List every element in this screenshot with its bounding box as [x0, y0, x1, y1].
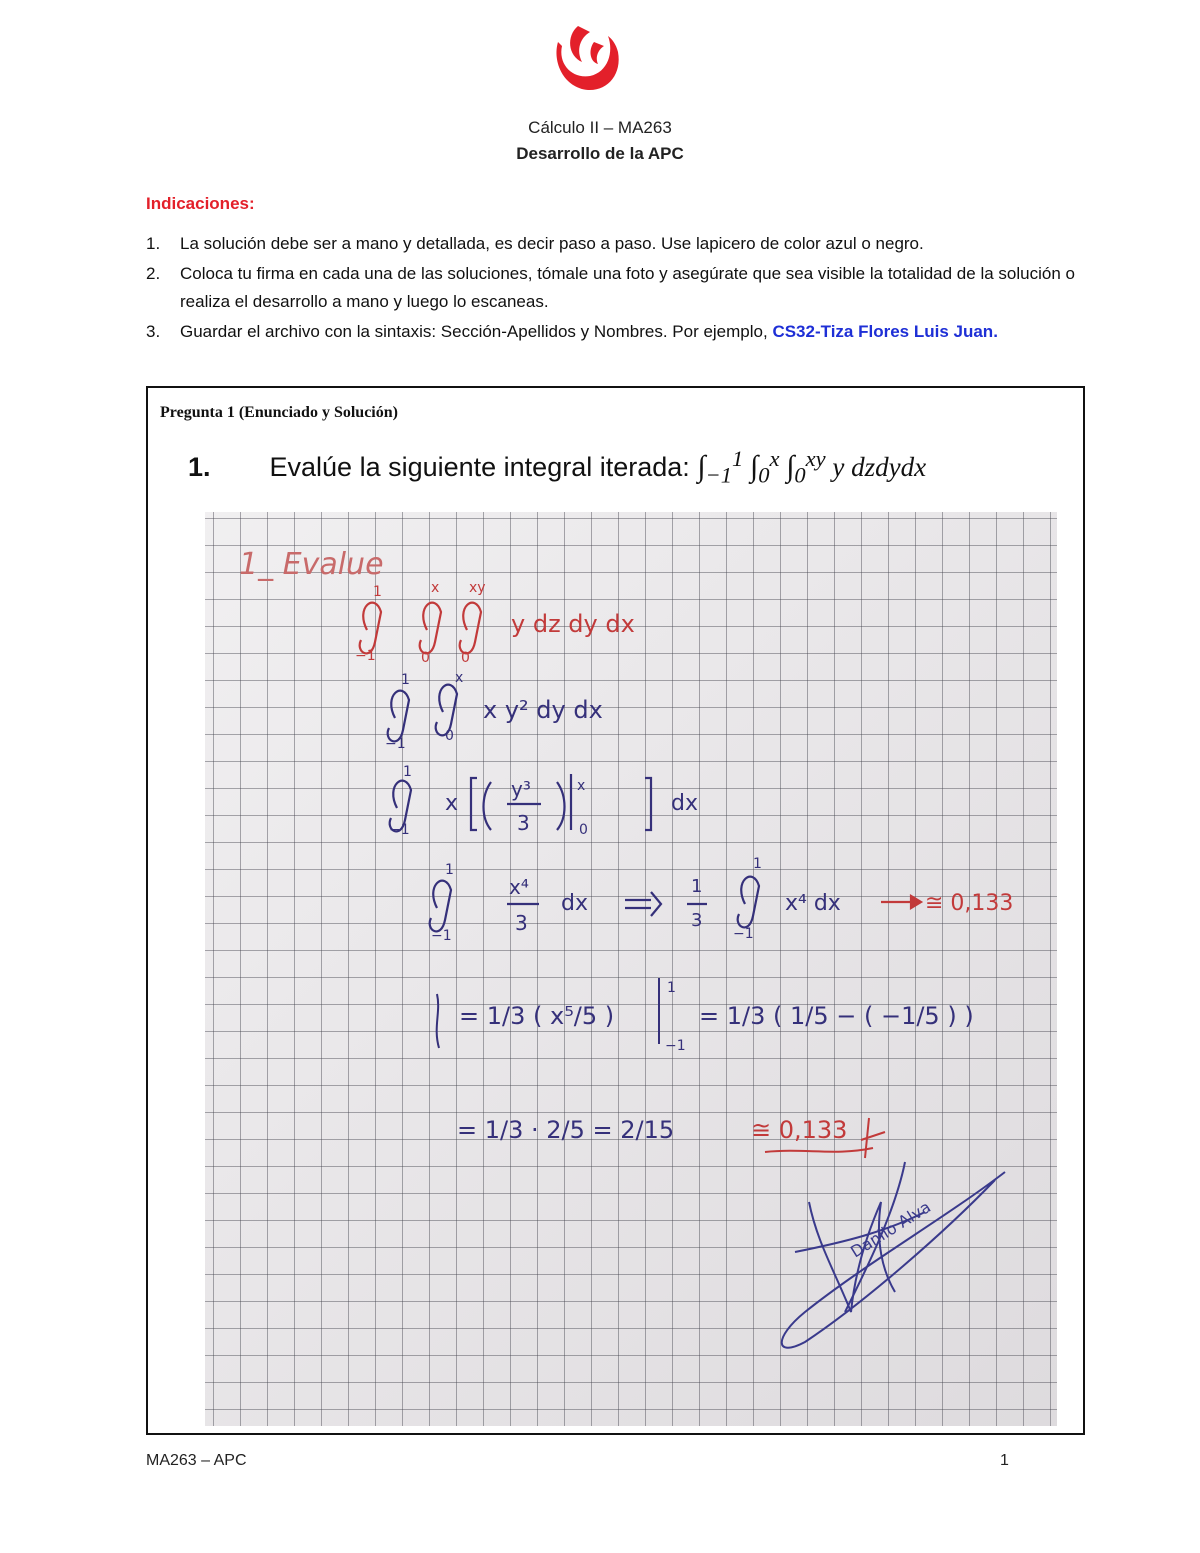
course-title: Cálculo II – MA263: [528, 118, 672, 137]
iterated-integral: $\int_{-1}^1$ $\int_0^x$ $\int_0^{xy}$ y dzdydx: [697, 446, 927, 488]
svg-text:dx: dx: [561, 891, 588, 916]
svg-text:1: 1: [753, 856, 762, 872]
hw-step5-b: = 1/3 ( 1/5 − ( −1/5 ) ): [699, 1002, 974, 1030]
svg-text:3: 3: [691, 910, 703, 931]
hw-red-result: ≅ 0,133: [925, 891, 1014, 916]
question-box: [146, 386, 1085, 1435]
svg-text:1: 1: [401, 672, 410, 688]
svg-text:1: 1: [403, 764, 412, 780]
signature-name: Danilo Alva: [847, 1197, 935, 1262]
svg-text:1: 1: [667, 980, 676, 996]
instructions-list: [146, 230, 1076, 344]
document-subtitle: Desarrollo de la APC: [516, 144, 684, 163]
upc-logo: [548, 22, 624, 94]
svg-text:x: x: [455, 670, 464, 686]
question-statement: 1. Evalúe la siguiente integral iterada: $\int_{-1}^1$ $\int_0^x$ $\int_0^{xy}$ y dzdydx: [188, 446, 927, 488]
svg-text:xy: xy: [469, 580, 486, 596]
hw-step2: x y² dy dx: [483, 696, 603, 724]
instruction-item: 2. Coloca tu firma en cada una de las soluciones, tómale una foto y asegúrate que sea visible la totalidad de la solución o realiza el desarrollo a mano y luego lo escaneas.: [146, 264, 1075, 311]
page-number: 1: [1000, 1452, 1009, 1469]
svg-text:y³: y³: [511, 777, 531, 801]
svg-text:3: 3: [515, 911, 528, 935]
svg-text:0: 0: [445, 728, 454, 744]
filename-example: CS32-Tiza Flores Luis Juan.: [772, 322, 998, 341]
hw-step4: [430, 877, 759, 932]
hw-red-arrow: [881, 896, 921, 908]
svg-text:0: 0: [421, 650, 430, 666]
svg-text:x: x: [445, 791, 459, 816]
svg-text:−1: −1: [355, 648, 376, 664]
handwritten-solution-photo: [205, 512, 1057, 1426]
hw-step4-rhs: x⁴ dx: [785, 891, 841, 916]
hw-step6: = 1/3 · 2/5 = 2/15: [457, 1116, 675, 1144]
svg-text:−1: −1: [431, 928, 452, 944]
svg-text:1: 1: [373, 584, 382, 600]
footer-course: MA263 – APC: [146, 1452, 247, 1469]
svg-text:−1: −1: [389, 822, 410, 838]
svg-text:−1: −1: [385, 736, 406, 752]
signature-scribble: [782, 1162, 1005, 1348]
svg-text:1: 1: [445, 862, 454, 878]
svg-text:0: 0: [461, 650, 470, 666]
svg-text:−1: −1: [665, 1038, 686, 1054]
instructions-title: Indicaciones:: [146, 194, 255, 213]
instruction-item: 1. La solución debe ser a mano y detallada, es decir paso a paso. Use lapicero de color azul o negro.: [146, 234, 924, 253]
svg-text:1: 1: [691, 876, 703, 897]
svg-text:0: 0: [579, 822, 588, 838]
instruction-item: 3. Guardar el archivo con la sintaxis: Sección-Apellidos y Nombres. Por ejemplo, CS32-Tiza Flores Luis Juan.: [146, 322, 998, 341]
svg-text:x: x: [577, 778, 586, 794]
hw-final: ≅ 0,133: [751, 1116, 848, 1144]
svg-text:dx: dx: [671, 791, 698, 816]
hw-step5-a: = 1/3 ( x⁵/5 ): [459, 1002, 615, 1030]
hw-heading: 1_ Evalue: [239, 547, 384, 582]
svg-text:x: x: [431, 580, 440, 596]
svg-text:−1: −1: [733, 926, 754, 942]
hw-red-integrand: y dz dy dx: [511, 610, 635, 638]
svg-text:x⁴: x⁴: [509, 875, 529, 899]
question-label: Pregunta 1 (Enunciado y Solución): [160, 404, 398, 421]
svg-text:3: 3: [517, 811, 530, 835]
hw-red-integrals: [360, 603, 481, 654]
